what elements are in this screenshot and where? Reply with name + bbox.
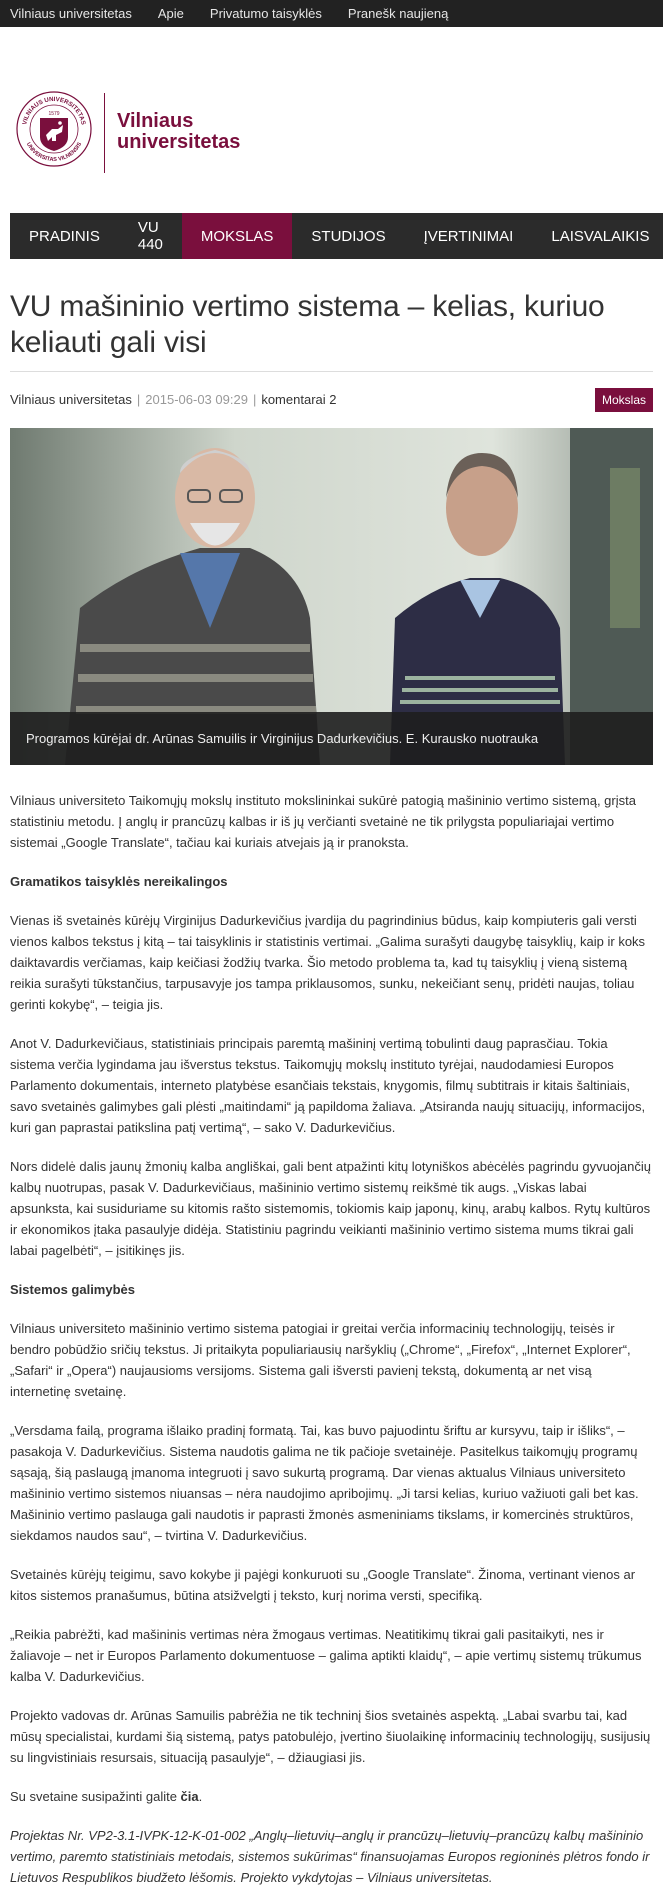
nav-item-ivertinimai[interactable]: ĮVERTINIMAI [423,227,514,245]
nav-item-vu440[interactable]: VU 440 [137,219,163,253]
nav-item-pradinis[interactable]: PRADINIS [29,227,100,245]
seal-year: 1579 [48,111,60,117]
paragraph: Vienas iš svetainės kūrėjų Virginijus Dadurkevičius įvardija du pagrindinius būdus, kaip kompiuteris gali versti vienos kalbos tekstus į kitą – tai taisyklinis ir statistinis vertimai. „Galima surašyti daugybę taisyklių, kaip ir koks daiktavardis verčiamas, kaip keičiasi žodžių tvarka. Šio metodo problema ta, kad tų taisyklių į vieną sistemą reikia surašyti tūkstančius, tarpusavyje jos tampa priklausomos, sunku, nekeičiant senų, pridėti naujas, toliau gerinti kokybę“, – teigia jis. [10,913,646,1012]
logo-area [0,27,663,185]
paragraph: „Versdama failą, programa išlaiko pradinį formatą. Tai, kas buvo pajuodintu šriftu ar kursyvu, taip ir išliks“, – pasakoja V. Dadurkevičius. Sistema naudotis galima ne tik pačioje svetainėje. Pasitelkus taikomųjų programų sąsają, šią paslaugą įmanoma integruoti į savo sukurtą programą. Dar vienas aktualus Vilniaus universiteto mašininio vertimo sistemos niuansas – nėra naudojimo apribojimų. „Ji tarsi kelias, kuriuo važiuoti gali bet kas. Mašininio vertimo paslauga gali naudotis ir paprasti žmonės asmeniniams tikslams, ir komercinės struktūros, siekdamos naudos sau“, – tvirtina V. Dadurkevičius. [10,1423,639,1543]
article [0,289,663,1888]
logo-line-2: universitetas [117,131,241,153]
main-nav [10,213,663,259]
paragraph: Anot V. Dadurkevičiaus, statistiniais principais paremtą mašininį vertimą tobulinti daug paprasčiau. Tokia sistema verčia lygindama jau išverstus tekstus. Taikomųjų mokslų instituto tyrėjai, naudodamiesi Europos Parlamento dokumentais, interneto platybėse esančiais tekstais, knygomis, filmų subtitrais ir kitais šaltiniais, savo svetainės galimybes gali plėsti „maitindami“ ją papildoma žaliava. „Atsiranda naujų situacijų, informacijos, kuri gan paprastai patikslina patį vertimą“, – sako V. Dadurkevičius. [10,1036,646,1135]
article-body [10,790,653,1888]
category-badge[interactable]: Mokslas [595,388,653,412]
meta-separator-1: | [136,391,141,407]
article-meta [10,382,653,416]
paragraph: Projekto vadovas dr. Arūnas Samuilis pabrėžia ne tik techninį šios svetainės aspektą. „Labai svarbu tai, kad mūsų specialistai, kurdami šią sistemą, patys patobulėjo, įvertino šiuolaikinę informacinių technologijų, susijusių su lingvistiniais resursais, situaciją pasaulyje“, – džiaugiasi jis. [10,1708,651,1765]
section-heading: Sistemos galimybės [10,1282,135,1297]
nav-item-studijos[interactable]: STUDIJOS [311,227,386,245]
meta-separator-2: | [252,391,257,407]
seal-text-top: VILNIAUS UNIVERSITETAS [21,95,87,126]
site-link[interactable]: čia [180,1789,199,1804]
comments-link[interactable]: komentarai 2 [261,391,337,407]
project-note: Projektas Nr. VP2-3.1-IVPK-12-K-01-002 „Anglų–lietuvių–anglų ir prancūzų–lietuvių–prancūzų kalbų mašininio vertimo, paremto statistiniais metodais, sistemos sukūrimas“ finansuojamas Europos regioninės plėtros fondo ir Lietuvos Respublikos biudžeto lėšomis. Projekto vykdytojas – Vilniaus universitetas. [10,1828,650,1885]
link-suffix: . [198,1789,203,1804]
topbar-link-apie[interactable]: Apie [157,6,184,21]
nav-item-mokslas[interactable]: MOKSLAS [182,213,293,259]
seal-text-bottom: UNIVERSITAS VILNENSIS [24,141,84,164]
topbar-link-report-news[interactable]: Pranešk naujieną [347,6,449,21]
paragraph-site-link [10,1786,653,1807]
paragraph: Vilniaus universiteto Taikomųjų mokslų instituto mokslininkai sukūrė patogią mašininio vertimo sistemą, grįsta statistiniu metodu. Į anglų ir prancūzų kalbas ir iš jų verčianti svetainė ne tik prilygsta populiariajai vertimo sistemai „Google Translate“, tačiau kai kuriais atvejais ją ir pranoksta. [10,793,636,850]
section-heading: Gramatikos taisyklės nereikalingos [10,874,228,889]
paragraph: „Reikia pabrėžti, kad mašininis vertimas nėra žmogaus vertimas. Neatitikimų tikrai gali pasitaikyti, nes ir žaliavoje – net ir Europos Parlamento dokumentuose – galima aptikti klaidų“, – apie vertimų sistemų trūkumus kalba V. Dadurkevičius. [10,1627,642,1684]
article-author[interactable]: Vilniaus universitetas [10,391,132,407]
paragraph: Nors didelė dalis jaunų žmonių kalba angliškai, gali bent atpažinti kitų lotyniškos abėcėlės pagrindu gyvuojančių kalbų nuotrupas, pasak V. Dadurkevičiaus, mašininio vertimo sistemų reikšmė tik augs. „Viskas labai apsunksta, kai susiduriame su kitomis rašto sistemomis, tokiomis kaip japonų, kinų, arabų kalbos. Rytų kultūros ir ekonomikos įtaka pasaulyje didėja. Statistiniu pagrindu veikianti mašininio vertimo sistema mums tikrai gali labai pagelbėti“, – įsitikinęs jis. [10,1159,651,1258]
logo-divider [104,93,105,173]
paragraph: Vilniaus universiteto mašininio vertimo sistema patogiai ir greitai verčia informacinių technologijų, teisės ir bendro pobūdžio sričių tekstus. Ji pritaikyta populiariausių naršyklių („Chrome“, „Firefox“, „Internet Explorer“, „Safari“ ir „Opera“) naujausioms versijoms. Sistema gali išversti pavienį tekstą, dokumentą ar net visą internetinę svetainę. [10,1321,631,1399]
nav-item-laisvalaikis[interactable]: LAISVALAIKIS [551,227,650,245]
logo-wordmark[interactable] [117,111,240,153]
hero-photo [10,428,653,765]
topbar-link-vu[interactable]: Vilniaus universitetas [10,6,132,21]
title-divider [10,371,653,372]
top-bar [0,0,663,27]
photo-caption: Programos kūrėjai dr. Arūnas Samuilis ir Virginijus Dadurkevičius. E. Kurausko nuotrauka [10,712,653,765]
topbar-link-privacy[interactable]: Privatumo taisyklės [209,6,322,21]
link-prefix: Su svetaine susipažinti galite [10,1789,181,1804]
article-title: VU mašininio vertimo sistema – kelias, kuriuo keliauti gali visi [10,290,605,359]
logo-line-1: Vilniaus [117,110,194,132]
article-date: 2015-06-03 09:29 [145,391,248,407]
paragraph: Svetainės kūrėjų teigimu, savo kokybe ji pajėgi konkuruoti su „Google Translate“. Žinoma, vertinant vienos ar kitos sistemos pranašumus, būtina atsižvelgti į teksto, kurį norima versti, specifiką. [10,1567,636,1603]
university-seal-icon[interactable] [16,91,92,167]
